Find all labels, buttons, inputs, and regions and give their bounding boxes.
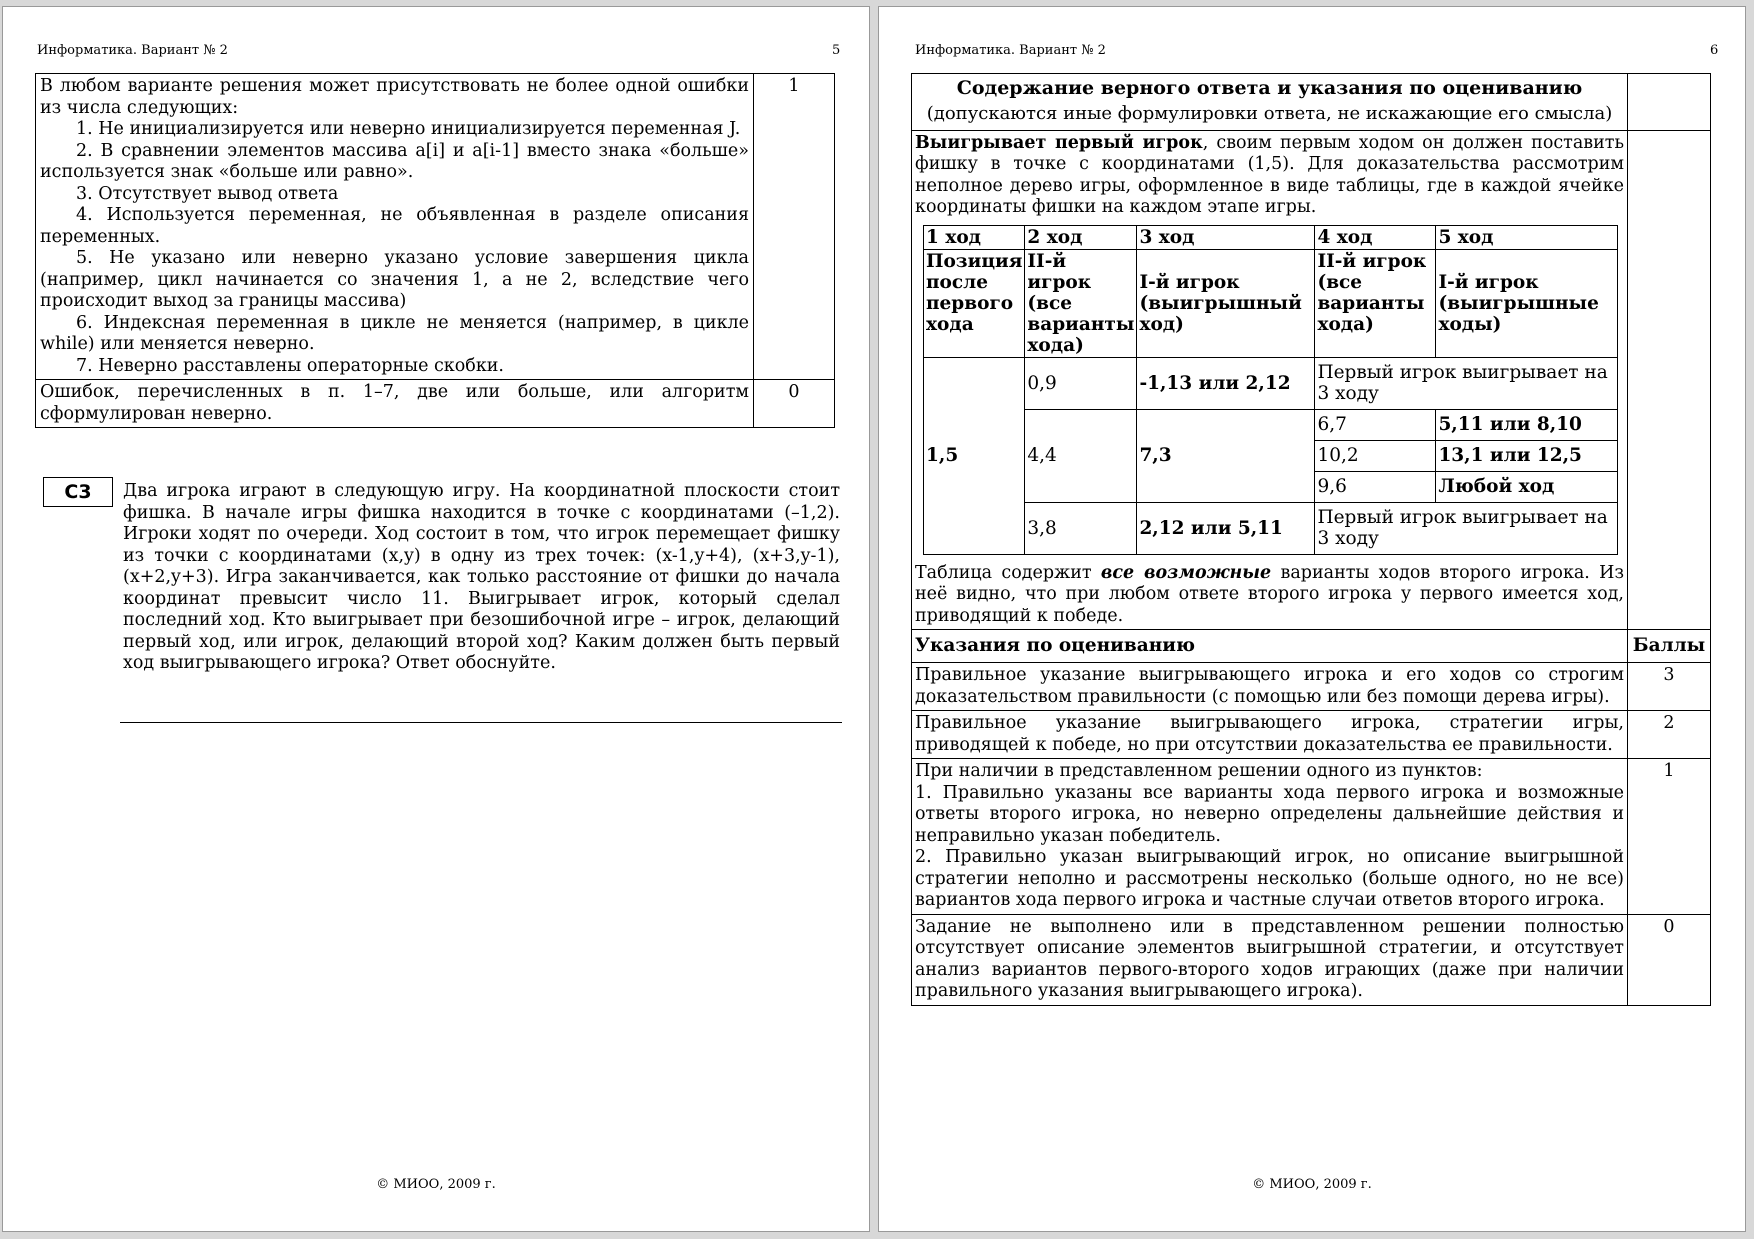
answer-lead-bold: Выигрывает первый игрок [915, 132, 1203, 153]
criteria-item: 1. Не инициализируется или неверно инициализируется переменная J. [76, 119, 741, 139]
answer-content-row [912, 130, 1711, 630]
tree-row [924, 502, 1618, 554]
criteria-item: 5. Не указано или неверно указано условие завершения цикла (например, цикл начинается со значения 1, а не 2, вследствие чего происходит выход за границы массива) [40, 248, 749, 311]
criteria-item: 2. В сравнении элементов массива a[i] и a[i-1] вместо знака «больше» используется знак «больше или равно». [40, 140, 749, 182]
left-page [2, 6, 870, 1232]
grading-row [912, 711, 1711, 759]
criteria-score: 1 [754, 74, 835, 380]
tree-row [924, 357, 1618, 409]
criteria-item: 4. Используется переменная, не объявленная в разделе описания переменных. [40, 205, 749, 247]
page-footer: © МИОО, 2009 г. [376, 1177, 496, 1192]
answer-summary [915, 563, 1624, 628]
tree-subheader: II-й игрок (все варианты хода) [1025, 249, 1137, 357]
tree-move-header: 3 ход [1137, 225, 1315, 249]
criteria-text: Ошибок, перечисленных в п. 1–7, две или больше, или алгоритм сформулирован неверно. [36, 380, 754, 428]
tree-cell: 10,2 [1315, 440, 1436, 471]
criteria-table [35, 73, 835, 428]
tree-row [924, 409, 1618, 440]
grading-title: Указания по оцениванию [912, 630, 1628, 663]
tree-subheader: II-й игрок (все варианты хода) [1315, 249, 1436, 357]
tree-move-header: 5 ход [1436, 225, 1618, 249]
tree-cell: 5,11 или 8,10 [1436, 409, 1618, 440]
answer-lead [915, 133, 1624, 219]
answer-content [912, 130, 1628, 630]
task-text: Два игрока играют в следующую игру. На координатной плоскости стоит фишка. В начале игры фишка находится в точке с координатами (–1,2). Игроки ходят по очереди. Ход состоит в том, что игрок перемещает фишку из точки с координатами (x,y) в одну из трех точек: (x-1,y+4), (x+3,y-1), (x+2,y+3). Игра заканчивается, как только расстояние от фишки до начала координат превысит число 11. Выигрывает игрок, который сделал последний ход. Кто выигрывает при безошибочной игре – игрок, делающий первый ход, или игрок, делающий второй ход? Каким должен быть первый ход выигрывающего игрока? Ответ обоснуйте. [123, 481, 840, 673]
grading-row [912, 914, 1711, 1005]
answer-title-cell [912, 74, 1628, 131]
page-number: 5 [832, 43, 841, 58]
answer-title-row [912, 74, 1711, 131]
answer-title: Содержание верного ответа и указания по оцениванию [956, 77, 1583, 99]
points-title: Баллы [1628, 630, 1711, 663]
tree-cell: 0,9 [1025, 357, 1137, 409]
tree-cell: 2,12 или 5,11 [1137, 502, 1315, 554]
tree-cell: 9,6 [1315, 471, 1436, 502]
tree-subheader: I-й игрок (выигрышный ход) [1137, 249, 1315, 357]
empty-points-cell [1628, 130, 1711, 630]
page-number: 6 [1710, 43, 1719, 58]
criteria-row [36, 74, 835, 380]
criteria-item: 6. Индексная переменная в цикле не меняется (например, в цикле while) или меняется неверно. [40, 312, 749, 354]
tree-cell: 3,8 [1025, 502, 1137, 554]
tree-cell: 13,1 или 12,5 [1436, 440, 1618, 471]
grading-text: Правильное указание выигрывающего игрока, стратегии игры, приводящей к победе, но при отсутствии доказательства ее правильности. [912, 711, 1628, 759]
tree-move-header: 1 ход [924, 225, 1025, 249]
grading-item: 1. Правильно указаны все варианты хода первого игрока и возможные ответы второго игрока, но неверно определены дальнейшие действия и неправильно указан победитель. [915, 782, 1624, 846]
grading-row [912, 663, 1711, 711]
tree-subheader-row [924, 249, 1618, 357]
tree-move-header: 4 ход [1315, 225, 1436, 249]
grading-score: 2 [1628, 711, 1711, 759]
grading-score: 0 [1628, 914, 1711, 1005]
grading-text [912, 759, 1628, 915]
answer-table [911, 73, 1711, 1006]
answer-line [120, 722, 842, 723]
page-header: Информатика. Вариант № 2 [915, 43, 1106, 58]
criteria-text [36, 74, 754, 380]
grading-score: 1 [1628, 759, 1711, 915]
empty-points-cell [1628, 74, 1711, 131]
criteria-intro: В любом варианте решения может присутствовать не более одной ошибки из числа следующих: [40, 76, 749, 118]
criteria-score: 0 [754, 380, 835, 428]
grading-intro: При наличии в представленном решении одного из пунктов: [915, 761, 1483, 781]
criteria-row [36, 380, 835, 428]
tree-result: Первый игрок выигрывает на 3 ходу [1315, 502, 1618, 554]
summary-post: варианты ходов второго игрока. Из неё видно, что при любом ответе второго игрока у первого имеется ход, приводящий к победе. [915, 562, 1624, 626]
tree-cell: 6,7 [1315, 409, 1436, 440]
tree-subheader: I-й игрок (выигрышные ходы) [1436, 249, 1618, 357]
game-tree-table [923, 225, 1618, 555]
right-page [878, 6, 1746, 1232]
grading-text: Правильное указание выигрывающего игрока и его ходов со строгим доказательством правильности (с помощью или без помощи дерева игры). [912, 663, 1628, 711]
task-label: C3 [43, 477, 113, 507]
tree-subheader: Позиция после первого хода [924, 249, 1025, 357]
grading-text: Задание не выполнено или в представленном решении полностью отсутствует описание элементов выигрышной стратегии, и отсутствует анализ вариантов первого-второго ходов играющих (даже при наличии правильного указания выигрывающего игрока). [912, 914, 1628, 1005]
criteria-item: 3. Отсутствует вывод ответа [76, 183, 339, 204]
grading-score: 3 [1628, 663, 1711, 711]
tree-first-position: 1,5 [924, 357, 1025, 554]
tree-cell: 7,3 [1137, 409, 1315, 502]
answer-lead-rest: , своим первым ходом он должен поставить фишку в точке с координатами (1,5). Для доказательства рассмотрим неполное дерево игры, оформленное в виде таблицы, где в каждой ячейке координаты фишки на каждом этапе игры. [915, 132, 1625, 217]
page-header: Информатика. Вариант № 2 [37, 43, 228, 58]
page-footer: © МИОО, 2009 г. [1252, 1177, 1372, 1192]
criteria-item: 7. Неверно расставлены операторные скобки. [76, 355, 504, 376]
tree-move-header: 2 ход [1025, 225, 1137, 249]
summary-emphasis: все возможные [1100, 562, 1272, 583]
tree-cell: Любой ход [1436, 471, 1618, 502]
summary-pre: Таблица содержит [915, 562, 1101, 583]
grading-header-row [912, 630, 1711, 663]
tree-cell: 4,4 [1025, 409, 1137, 502]
answer-subtitle: (допускаются иные формулировки ответа, не искажающие его смысла) [926, 102, 1613, 124]
grading-row [912, 759, 1711, 915]
tree-header-row [924, 225, 1618, 249]
tree-cell: -1,13 или 2,12 [1137, 357, 1315, 409]
grading-item: 2. Правильно указан выигрывающий игрок, но описание выигрышной стратегии неполно и рассмотрены несколько (больше одного, но не все) вариантов хода первого игрока и частные случаи ответов второго игрока. [915, 847, 1624, 910]
tree-result: Первый игрок выигрывает на 3 ходу [1315, 357, 1618, 409]
